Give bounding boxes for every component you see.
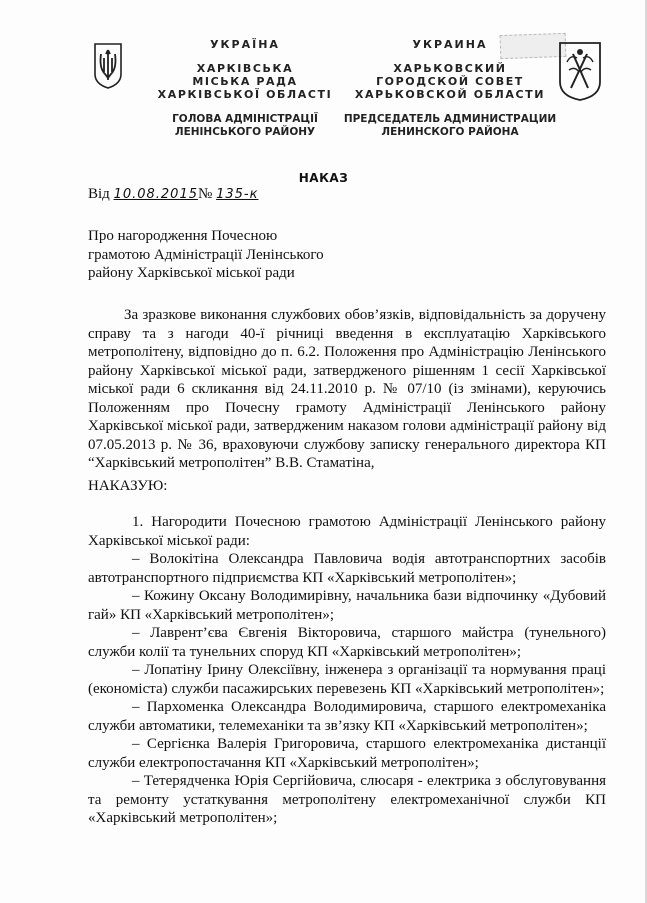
preamble-paragraph: За зразкове виконання службових обов’язків, відповідальність за доручену справу та з нагоди 40-ї річниці введення в експлуатацію Харківського метрополітену, відповідно до п. 6.2. Положення про Адміністрацію Ленінського району Харківської міської ради, затвердженого рішенням 1 сесії Харківської міської ради 6 скликання від 24.11.2010 р. № 07/10 (із змінами), керуючись Положенням про Почесну грамоту Адміністрації Ленінського району Харківської міської ради, затвердженим наказом голови адміністрації району від 07.05.2013 р. № 36, враховуючи службову записку генерального директора КП “Харківський метрополітен” В.В. Стаматіна, <box>88 307 606 471</box>
ukraine-coat-of-arms-icon <box>93 42 123 90</box>
preamble-block <box>88 306 606 473</box>
header-right-sub-2: ЛЕНИНСКОГО РАЙОНА <box>381 126 519 138</box>
header-right-sub-1: ПРЕДСЕДАТЕЛЬ АДМИНИСТРАЦИИ <box>343 113 557 125</box>
order-subject-line-2: грамотою Адміністрації Ленінського <box>88 246 324 263</box>
header-right <box>350 38 550 101</box>
awardees-list <box>88 513 606 828</box>
list-item: – Лаврент’єва Євгенія Вікторовича, старшого майстра (тунельного) служби колії та тунельних споруд КП «Харківський метрополітен»; <box>88 625 606 660</box>
header-left-country: УКРАЇНА <box>210 38 280 51</box>
document-title: НАКАЗ <box>298 171 349 185</box>
order-date: 10.08.2015 <box>113 187 198 202</box>
header-left-line-1: ХАРКІВСЬКА <box>196 62 294 75</box>
header-left <box>150 38 340 101</box>
order-subject-line-1: Про нагородження Почесною <box>88 228 278 244</box>
header-right-line-3: ХАРЬКОВСКОЙ ОБЛАСТИ <box>354 88 546 101</box>
header-left-subtitle <box>150 113 340 139</box>
header-left-line-3: ХАРКІВСЬКОЇ ОБЛАСТІ <box>157 88 333 101</box>
list-item: – Тетерядченка Юрія Сергійовича, слюсаря - електрика з обслуговування та ремонту устаткування метрополітену електромеханічної служби КП «Харківський метрополітен»; <box>88 773 606 826</box>
number-prefix: № <box>198 186 213 202</box>
header-left-line-2: МІСЬКА РАДА <box>192 75 298 88</box>
list-item: – Лопатіну Ірину Олексіївну, інженера з організації та нормування праці (економіста) служби пасажирських перевезень КП «Харківський метрополітен»; <box>88 662 606 697</box>
order-subject-line-3: району Харківської міської ради <box>88 265 295 281</box>
header-left-sub-1: ГОЛОВА АДМІНІСТРАЦІЇ <box>172 113 318 125</box>
kharkiv-coat-of-arms-icon <box>557 40 603 102</box>
order-number: 135-к <box>216 187 259 202</box>
list-item: – Волокітіна Олександра Павловича водія автотранспортних засобів автотранспортного підприємства КП «Харківський метрополітен»; <box>88 551 606 586</box>
order-subject <box>88 227 388 283</box>
list-item: – Кожину Оксану Володимирівну, начальника бази відпочинку «Дубовий гай» КП «Харківський метрополітен»; <box>88 588 606 623</box>
header-right-line-2: ГОРОДСКОЙ СОВЕТ <box>376 75 524 88</box>
point-1: 1. Нагородити Почесною грамотою Адміністрації Ленінського району Харківської міської ради: <box>88 514 606 549</box>
header-right-subtitle <box>335 113 565 139</box>
list-item: – Сергієнка Валерія Григоровича, старшого електромеханіка дистанції служби електропостачання КП «Харківський метрополітен»; <box>88 736 606 771</box>
header-right-line-1: ХАРЬКОВСКИЙ <box>393 62 507 75</box>
header-right-country: УКРАИНА <box>412 38 488 51</box>
header-left-sub-2: ЛЕНІНСЬКОГО РАЙОНУ <box>174 126 316 138</box>
order-word: НАКАЗУЮ: <box>88 478 168 494</box>
list-item: – Пархоменка Олександра Володимировича, старшого електромеханіка служби автоматики, телемеханіки та зв’язку КП «Харківський метрополітен»; <box>88 699 606 734</box>
date-prefix: Від <box>88 186 110 202</box>
order-date-number <box>88 186 258 203</box>
